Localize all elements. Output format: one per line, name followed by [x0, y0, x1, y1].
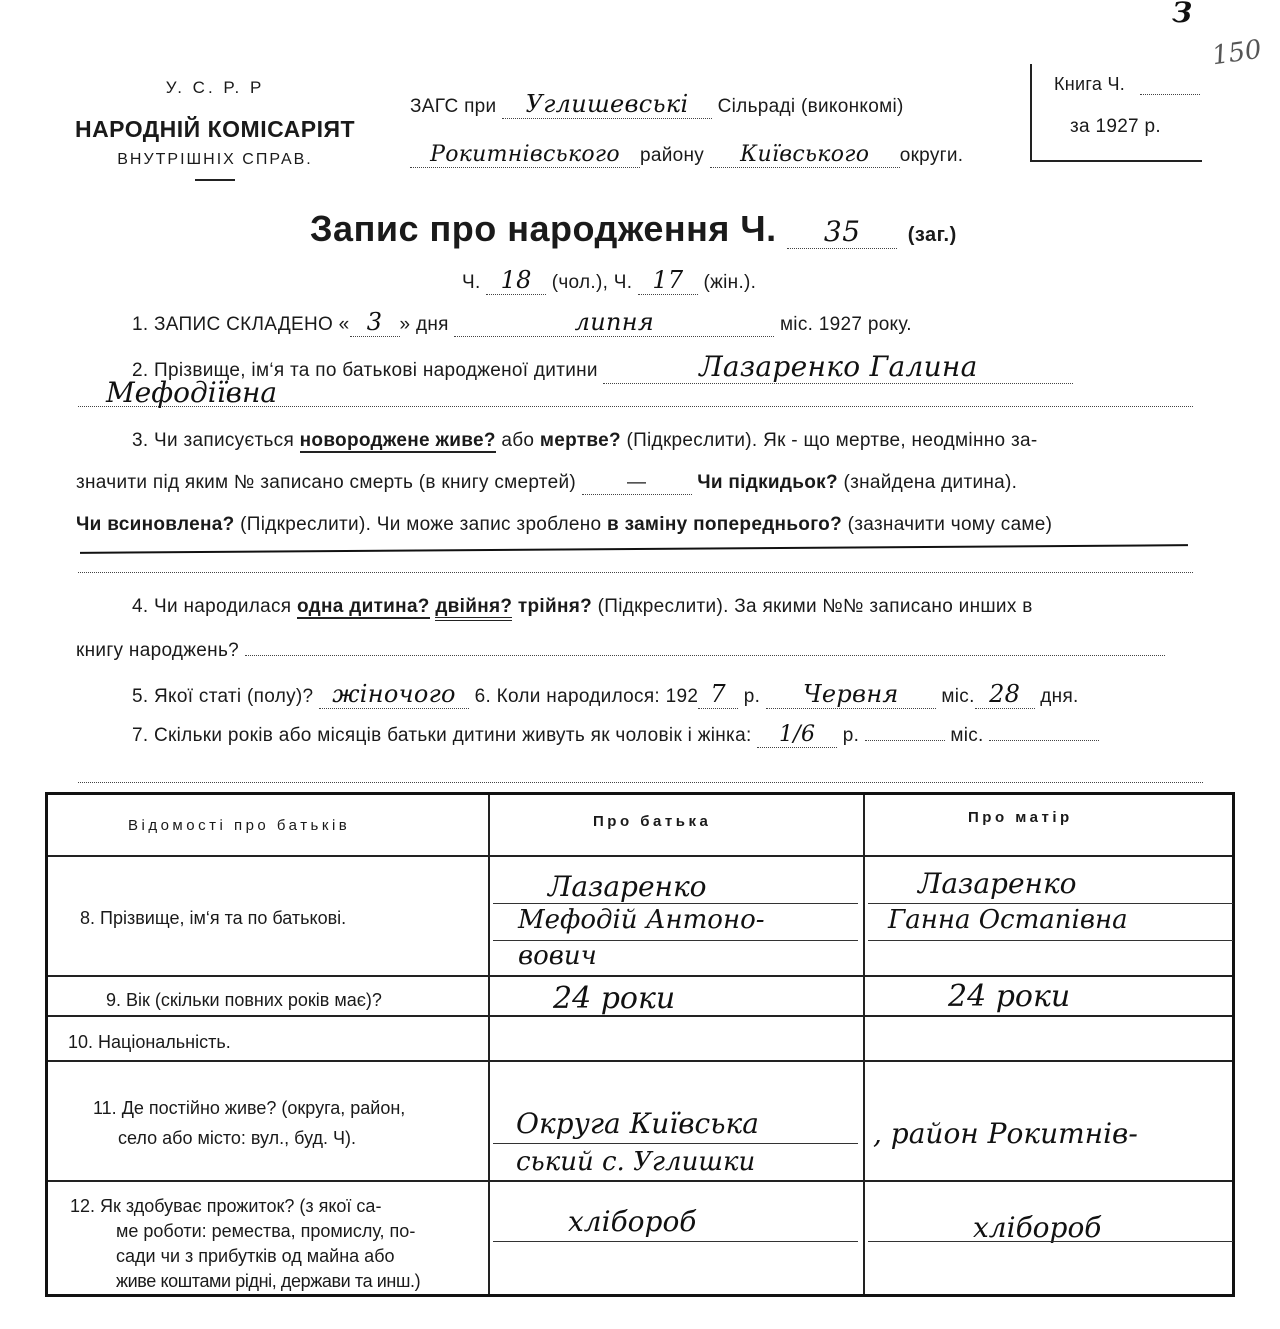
row-11-father-1: Округа Київська: [516, 1107, 759, 1140]
f3-l1-e: (Підкреслити). Як - що мертве, неодмінно за-: [626, 430, 1038, 451]
field-4-line-1: [132, 596, 1033, 618]
f7-blank-2: [989, 740, 1099, 741]
record-title: [310, 208, 957, 250]
f6-r: р.: [743, 686, 761, 707]
f3-l1-a: 3. Чи записується: [132, 430, 295, 451]
village-council-value: Углишевські: [502, 90, 712, 119]
f7-line-2: [78, 760, 1203, 783]
col-header-info: Відомості про батьків: [128, 817, 351, 834]
f3-l2-dash: —: [582, 472, 692, 495]
record-subnumbers: [462, 266, 756, 295]
row-12-label-4: живе коштами рідні, держави та инш.): [116, 1271, 421, 1291]
row-8-father-underline-2: [493, 940, 858, 941]
f6-mis: міс.: [941, 686, 975, 707]
f1-mid: » дня: [399, 314, 449, 335]
ministry-header: [55, 78, 375, 181]
header-rule: [195, 179, 235, 181]
page-number: 150: [1210, 34, 1264, 72]
record-title-suffix: (заг.): [907, 224, 957, 246]
f4-l1-a: 4. Чи народилася: [132, 596, 292, 617]
sub-ch-label: Ч.: [462, 272, 481, 293]
f1-month: липня: [454, 308, 774, 337]
f2-value-2: Мефодіївна: [106, 376, 278, 409]
f3-blank-line: [78, 548, 1193, 573]
f4-l2: книгу народжень?: [76, 640, 240, 661]
district-value: Рокитнівського: [410, 142, 640, 168]
field-5-6: [132, 680, 1079, 709]
f5-value: жіночого: [319, 680, 469, 709]
okruga-value: Київського: [710, 142, 900, 168]
f7-blank: [865, 740, 945, 741]
commissariat-title: НАРОДНІЙ КОМІСАРІЯТ: [74, 116, 356, 142]
row-11-label-2: село або місто: вул., буд. Ч).: [118, 1128, 356, 1148]
f6-year: 7: [698, 680, 738, 709]
district-line: [410, 142, 963, 168]
f3-l3-d: (зазначити чому саме): [847, 514, 1053, 535]
female-number: 17: [638, 266, 698, 295]
okruga-label: округи.: [899, 145, 964, 166]
field-1: [132, 308, 912, 337]
field-3-line-3: [76, 514, 1052, 536]
f1-end: міс. 1927 року.: [779, 314, 912, 335]
row-8-father-underline-1: [493, 903, 858, 904]
row-11-label-1: 11. Де постійно живе? (округа, район,: [93, 1098, 406, 1118]
row-12-label-1: 12. Як здобуває прожиток? (з якої са-: [70, 1196, 382, 1216]
row-12-mother: хлібороб: [973, 1211, 1102, 1244]
f2-label: 2. Прізвище, ім‘я та по батькові народженої дитини: [132, 360, 598, 381]
corner-mark: З: [1172, 0, 1193, 29]
f3-l2-c: (знайдена дитина).: [843, 472, 1018, 493]
f4-l1-c: двійня?: [435, 596, 512, 621]
zags-suffix: Сільраді (виконкомі): [717, 96, 904, 117]
f4-l1-d: трійня?: [517, 596, 593, 617]
row-8-father-2: Мефодій Антоно-: [518, 905, 765, 935]
f6-dnya: дня.: [1040, 686, 1079, 707]
row-divider-10: [48, 1060, 1232, 1062]
f7-mis: міс.: [950, 725, 984, 746]
row-divider-8: [48, 975, 1232, 977]
book-year: за 1927 р.: [1070, 116, 1161, 137]
district-label: району: [640, 145, 705, 166]
f3-l2-a: значити під яким № записано смерть (в книгу смертей): [76, 472, 576, 493]
record-title-text: Запис про народження Ч.: [310, 208, 777, 249]
f3-l3-a: Чи всиновлена?: [76, 514, 235, 535]
f2-value: Лазаренко Галина: [603, 350, 1073, 384]
zags-line: [410, 90, 904, 119]
field-3-line-2: [76, 472, 1017, 495]
female-label: (жін.).: [703, 272, 757, 293]
f3-l1-b: новороджене живе?: [299, 430, 496, 451]
row-11-father-underline: [493, 1143, 858, 1144]
row-8-label: 8. Прізвище, ім‘я та по батькові.: [80, 908, 347, 928]
f4-l1-b: одна дитина?: [297, 596, 430, 617]
field-3-line-1: [132, 430, 1037, 452]
row-12-father: хлібороб: [568, 1205, 697, 1238]
f6-day: 28: [975, 680, 1035, 709]
row-12-label-2: ме роботи: ремества, промислу, по-: [116, 1221, 416, 1241]
book-box: [1030, 64, 1202, 162]
row-8-father-1: Лазаренко: [548, 870, 707, 903]
row-8-mother-1: Лазаренко: [918, 867, 1077, 900]
field-7: [132, 722, 1099, 748]
row-11-father-2: ський с. Углишки: [516, 1147, 756, 1177]
f3-l3-c: в заміну попереднього?: [607, 514, 842, 535]
f1-day: 3: [350, 308, 400, 337]
row-10-label: 10. Національність.: [68, 1032, 231, 1052]
col-header-father: Про батька: [593, 813, 712, 830]
row-9-mother: 24 роки: [948, 979, 1071, 1014]
row-8-mother-underline-1: [868, 903, 1233, 904]
f1-label: 1. ЗАПИС СКЛАДЕНО «: [132, 314, 350, 335]
f7-value: 1/6: [757, 722, 837, 748]
f3-l2-b: Чи підкидьок?: [697, 472, 838, 493]
f7-label: 7. Скільки років або місяців батьки дитини живуть як чоловік і жінка:: [132, 725, 752, 746]
row-divider-11: [48, 1180, 1232, 1182]
f4-l2-blank: [245, 655, 1165, 656]
row-8-mother-underline-2: [868, 940, 1233, 941]
parents-table: [45, 792, 1235, 1297]
f3-l1-c: або: [501, 430, 535, 451]
f4-l1-e: (Підкреслити). За якими №№ записано инших в: [597, 596, 1033, 617]
row-12-label-3: сади чи з прибутків од майна або: [116, 1246, 395, 1266]
f3-l3-b: (Підкреслити). Чи може запис зроблено: [240, 514, 602, 535]
row-8-mother-2: Ганна Остапівна: [888, 905, 1128, 935]
row-9-label: 9. Вік (скільки повних років має)?: [106, 990, 382, 1010]
republic-label: У. С. Р. Р: [165, 78, 265, 97]
f2-line-2: [78, 378, 1193, 407]
book-label: Книга Ч.: [1054, 74, 1126, 94]
zags-prefix: ЗАГС при: [410, 96, 497, 117]
male-number: 18: [486, 266, 546, 295]
f3-l1-d: мертве?: [539, 430, 621, 451]
book-number-line: [1140, 94, 1200, 95]
f6-label: 6. Коли народилося: 192: [474, 686, 699, 707]
row-8-father-3: вович: [518, 941, 597, 971]
field-4-line-2: [76, 640, 1165, 662]
col-header-mother: Про матір: [968, 809, 1073, 826]
f5-label: 5. Якої статі (полу)?: [132, 686, 314, 707]
f7-r: р.: [842, 725, 860, 746]
row-12-father-underline: [493, 1241, 858, 1242]
record-number: 35: [787, 215, 897, 249]
row-9-father: 24 роки: [553, 981, 676, 1016]
col-divider-1: [488, 795, 490, 1294]
col-divider-2: [863, 795, 865, 1294]
row-12-mother-underline: [868, 1241, 1233, 1242]
male-label: (чол.), Ч.: [551, 272, 633, 293]
header-divider: [48, 855, 1232, 857]
f6-month: Червня: [766, 680, 936, 709]
row-11-mother-1: , район Рокитнів-: [873, 1117, 1138, 1150]
commissariat-subtitle: ВНУТРІШНІХ СПРАВ.: [117, 151, 313, 168]
